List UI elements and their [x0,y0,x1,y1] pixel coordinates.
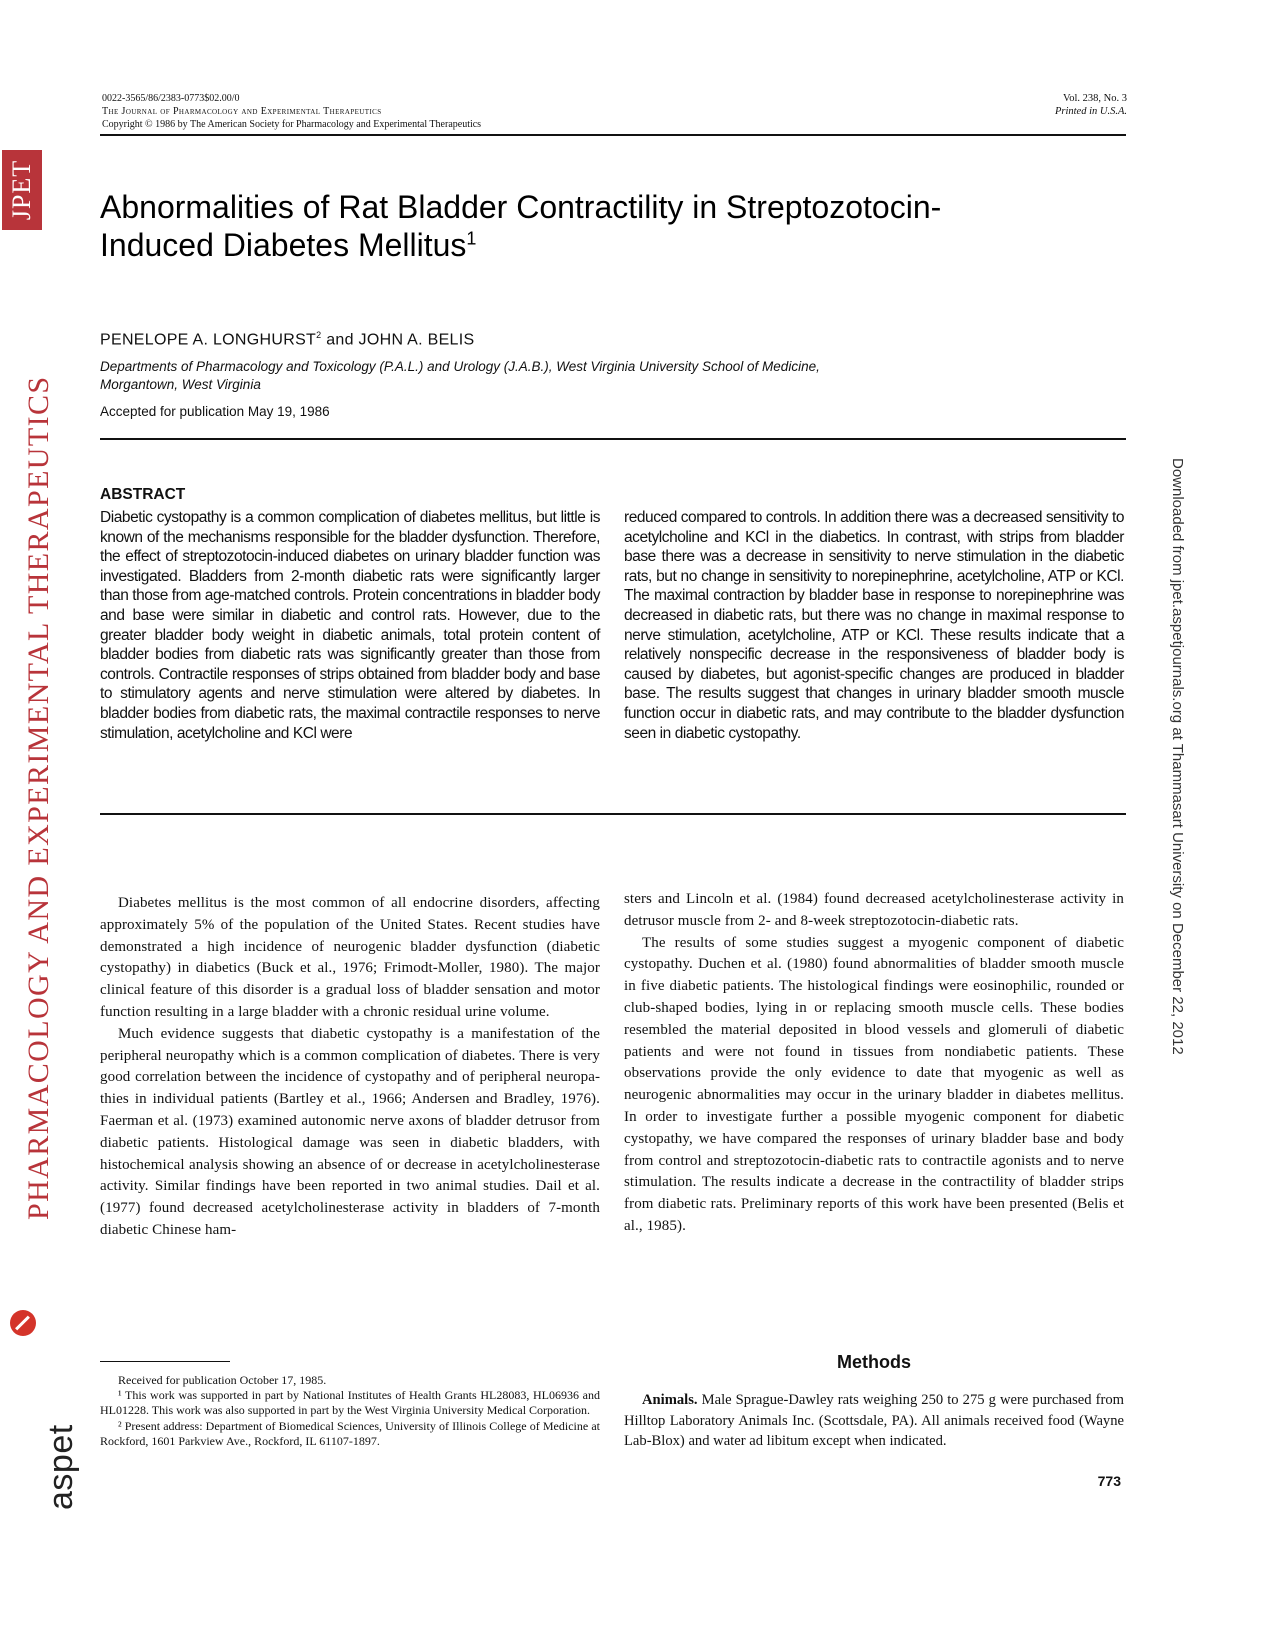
title-rule [100,438,1126,440]
author-list [100,330,474,349]
download-note: Downloaded from jpet.aspetjournals.org at Thammasart University on December 22, 2012 [1169,458,1186,1055]
jpet-badge [2,150,42,230]
body-column-1 [100,893,600,1242]
title-footnote-mark: 1 [466,228,477,249]
affiliation-line-2: Morgantown, West Virginia [100,377,261,392]
affiliation-line-1: Departments of Pharmacology and Toxicology (P.A.L.) and Urology (J.A.B.), West Virginia University School of Medicine, [100,359,820,374]
printed-in: Printed in U.S.A. [1054,106,1127,117]
abstract-rule [100,813,1126,815]
abstract-column-1: Diabetic cystopathy is a common complication of diabetes mellitus, but little is known of the mechanisms responsible for the bladder dysfunction. Therefore, the effect of streptozotocin-induced diabetes on urinary bladder function was investigated. Bladders from 2-month diabetic rats were significantly larger than those from age-matched controls. Protein concentrations in bladder body and base were similar in diabetic and control rats. However, due to the greater bladder body weight in diabetic animals, total protein content of bladder bodies from diabetic rats was significantly greater than those from controls. Contractile responses of strips obtained from bladder body and base to stimulatory agents and nerve stimulation were altered by diabetes. In bladder bodies from diabetic rats, the maximal contractile responses to nerve stimulation, acetylcholine and KCl were [100,509,600,742]
body-paragraph-2-continued: sters and Lincoln et al. (1984) found decreased acetylcholinesterase activity in detrusor muscle from 2- and 8-week streptozotocin-diabetic rats. [624,891,1124,929]
aspet-logo [2,1310,80,1510]
animals-text: Male Sprague-Dawley rats weighing 250 to 275 g were purchased from Hilltop Laboratory Animals Inc. (Scottsdale, PA). All animals received food (Wayne Lab-Blox) and water ad libitum except when indicated. [624,1392,1124,1449]
body-paragraph-3: The results of some studies suggest a myogenic component of diabetic cystopathy. Duchen et al. (1980) found abnormalities of bladder smooth muscle in five diabetic patients. The histological findings were eosinophilic, rounded or club-shaped bodies, lying in or replacing smooth muscle cells. These bodies resembled the material deposited in blood vessels and glomeruli of diabetic patients and were not found in tissues from nondiabetic patients. These observations provide the only evidence to date that myogenic as well as neurogenic abnormalities may occur in the urinary bladder in diabetes mellitus. In order to investigate further a possible myogenic component for diabetic cystopathy, we have compared the responses of urinary bladder base and body from control and streptozotocin-diabetic rats to contractile agonists and to nerve stimulation. The results indicate a decrease in the contractility of bladder strips from diabetic rats. Preliminary reports of this work have been presented (Belis et al., 1985). [624,934,1124,1234]
header-rule [100,134,1126,136]
journal-header [102,92,481,131]
article-title [100,188,1100,264]
footnotes [100,1373,600,1449]
journal-sidebar [0,150,80,1510]
animals-paragraph [624,1390,1124,1452]
title-line-1: Abnormalities of Rat Bladder Contractility in Streptozotocin- [100,189,942,225]
methods-heading: Methods [837,1352,911,1372]
author-1: PENELOPE A. LONGHURST [100,331,317,349]
aspet-logo-text: aspet [42,1424,80,1510]
volume-info [1055,92,1127,118]
body-paragraph-2: Much evidence suggests that diabetic cystopathy is a manifestation of the peripheral neuropathy which is a common complication of diabetes. There is very good correlation between the incidence of cystopathy and of peripheral neuropathies in individual patients (Bartley et al., 1966; Andersen and Bradley, 1976). Faerman et al. (1973) examined autonomic nerve axons of bladder detrusor from diabetic patients. Histological damage was seen in diabetic bladders, with histochemical analysis showing an absence of or decrease in acetylcholinesterase activity. Similar findings have been reported in two animal studies. Dail et al. (1977) found decreased acetylcholinesterase activity in bladders of 7-month diabetic Chinese ham- [100,1025,600,1238]
affiliation [100,358,1000,394]
received-date: Received for publication October 17, 1985. [118,1373,327,1387]
abstract-column-2: reduced compared to controls. In addition there was a decreased sensitivity to acetylcholine and KCl in the diabetics. In contrast, with strips from bladder base there was a decrease in sensitivity to nerve stimulation in the diabetic rats, but no change in sensitivity to norepinephrine, acetylcholine, ATP or KCl. The maximal contraction by bladder base in response to norepinephrine was decreased in diabetic rats, but there was no change in maximal response to nerve stimulation, acetylcholine, ATP or KCl. These results indicate that a relatively nonspecific decrease in the responsiveness of bladder body is caused by diabetes, but agonist-specific changes are produced in bladder base. The results suggest that changes in urinary bladder smooth muscle function occur in diabetic rats, and may contribute to the bladder dysfunction seen in diabetic cystopathy. [624,509,1124,742]
footnote-2: ² Present address: Department of Biomedical Sciences, University of Illinois College of Medicine at Rockford, 1601 Parkview Ave., Rockford, IL 61107-1897. [100,1418,600,1448]
page-number: 773 [1097,1473,1121,1489]
accepted-date: Accepted for publication May 19, 1986 [100,404,330,419]
aspet-mark-icon [10,1310,36,1336]
footnote-1: ¹ This work was supported in part by National Institutes of Health Grants HL28083, HL06936 and HL01228. This work was also supported in part by the West Virginia University Medical Corporation. [100,1388,600,1418]
volume-number: Vol. 238, No. 3 [1063,93,1127,104]
abstract-heading: ABSTRACT [100,486,186,503]
methods-section [624,1390,1124,1452]
body-paragraph-1: Diabetes mellitus is the most common of all endocrine disorders, affecting approximately 5% of the population of the United States. Recent studies have demonstrated a high incidence of neurogenic bladder dysfunction (diabetic cystopathy) in diabetics (Buck et al., 1976; Frimodt-Moller, 1980). The major clinical feature of this disorder is a gradual loss of bladder sensation and motor function resulting in a large bladder with a chronic residual urine volume. [100,895,600,1020]
article-code: 0022-3565/86/2383-0773$02.00/0 [102,93,240,104]
body-column-2 [624,889,1124,1238]
jpet-label: JPET [7,159,36,221]
author-1-note: 2 [316,330,322,340]
author-2: and JOHN A. BELIS [321,331,475,349]
footnote-rule [100,1361,230,1362]
animals-label: Animals. [642,1392,698,1408]
title-line-2: Induced Diabetes Mellitus [100,227,467,263]
journal-name-vertical: PHARMACOLOGY AND EXPERIMENTAL THERAPEUTICS [22,375,55,1220]
journal-title: The Journal of Pharmacology and Experimental Therapeutics [102,106,382,117]
copyright-line: Copyright © 1986 by The American Society for Pharmacology and Experimental Therapeutics [102,119,482,130]
